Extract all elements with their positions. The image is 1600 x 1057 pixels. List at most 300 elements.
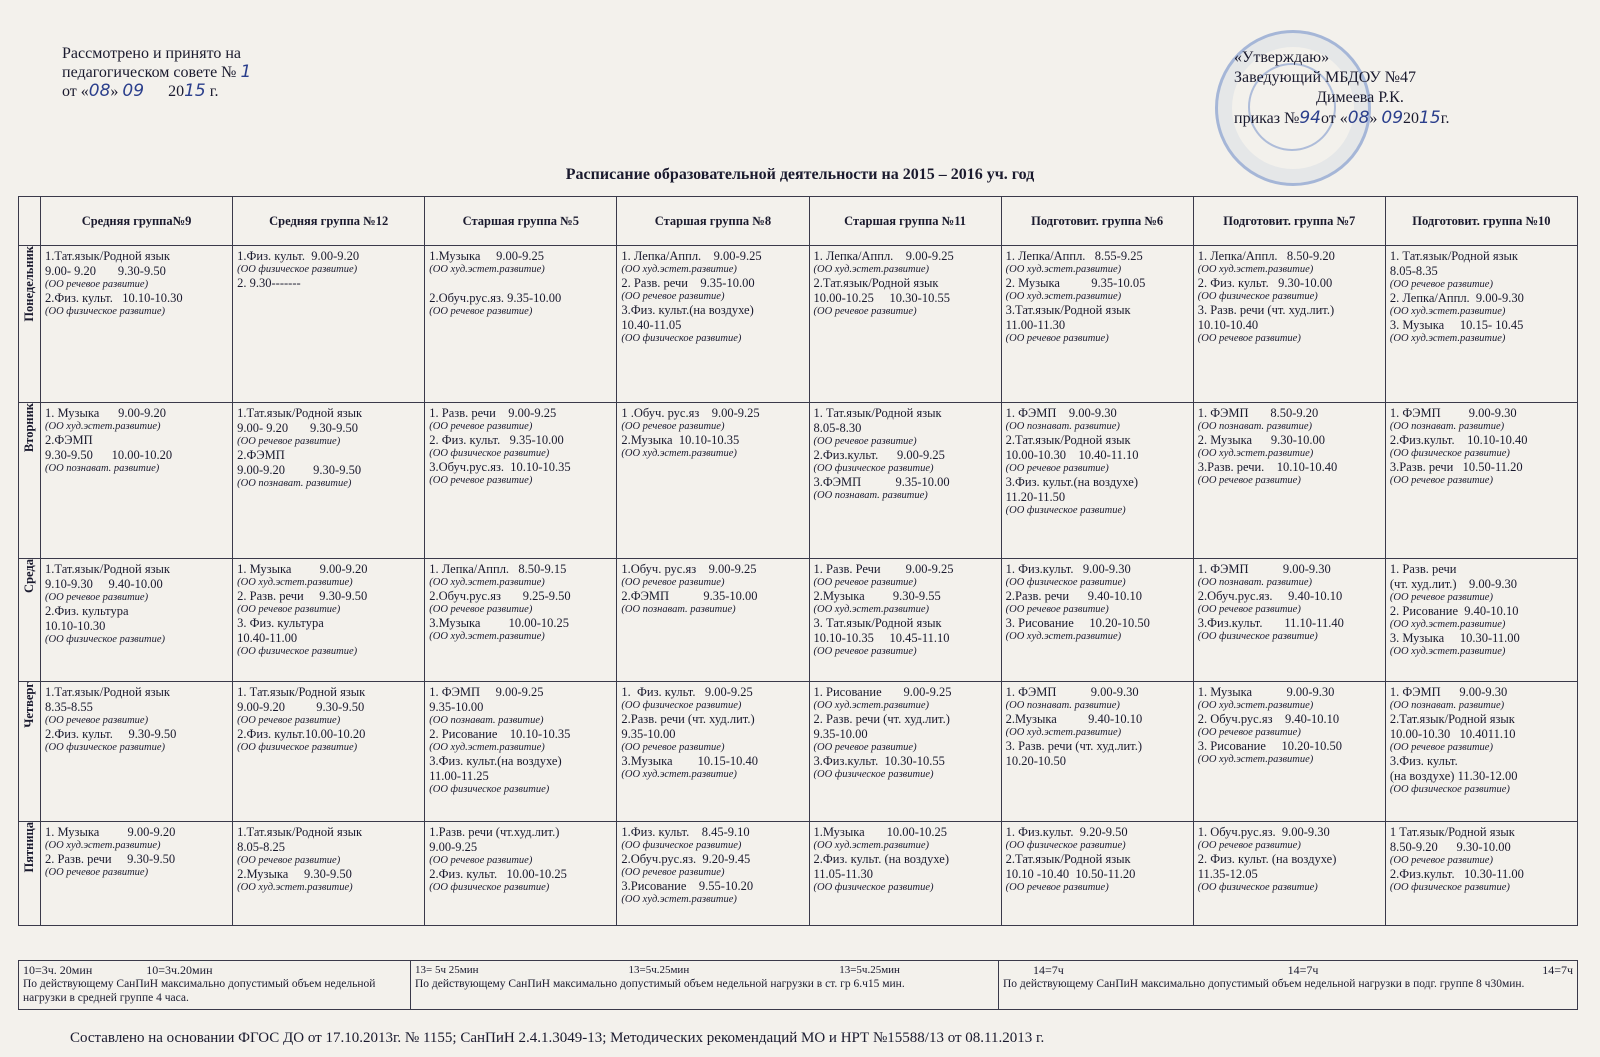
activity-line: 2.Физ. культ. 10.10-10.30 bbox=[45, 291, 183, 305]
activity-line: 1.Обуч. рус.яз 9.00-9.25 bbox=[621, 562, 757, 576]
activity-area: (ОО познават. развитие) bbox=[621, 604, 736, 615]
activity-area-line bbox=[1006, 631, 1189, 643]
activity-line: 1. Лепка/Аппл. 8.50-9.15 bbox=[429, 562, 567, 576]
activity-area: (ОО худ.эстет.развитие) bbox=[429, 631, 545, 642]
activity-line: 9.30-9.50 10.00-10.20 bbox=[45, 448, 173, 462]
activity-area-line bbox=[429, 715, 612, 727]
activity-area-line bbox=[1006, 333, 1189, 345]
activity-line: 2. Рисование 10.10-10.35 bbox=[429, 727, 571, 741]
activity-area-line bbox=[429, 264, 612, 276]
activity-area: (ОО познават. развитие) bbox=[45, 463, 160, 474]
activity-line: 1. Тат.язык/Родной язык bbox=[1389, 249, 1519, 263]
activity-area: (ОО физическое развитие) bbox=[1197, 882, 1318, 893]
schedule-cell bbox=[617, 559, 809, 682]
activity-area-line bbox=[237, 742, 420, 754]
activity-area-line bbox=[1006, 882, 1189, 894]
activity-line: 3. Рисование 10.20-10.50 bbox=[1005, 616, 1150, 630]
load-total: 14=7ч bbox=[1033, 963, 1064, 977]
activity-area: (ОО познават. развитие) bbox=[429, 715, 544, 726]
schedule-cell bbox=[617, 682, 809, 822]
activity-area: (ОО худ.эстет.развитие) bbox=[1005, 631, 1122, 642]
activity-line: 2.Тат.язык/Родной язык bbox=[1005, 433, 1131, 447]
activity-line: 10.10-10.40 bbox=[1197, 318, 1259, 332]
head-position: Заведующий МБДОУ №47 bbox=[1234, 69, 1416, 86]
activity-area-line bbox=[621, 769, 804, 781]
activity-area: (ОО речевое развитие) bbox=[429, 306, 533, 317]
senior-load-cell bbox=[411, 961, 999, 1010]
activity-line: 1. Лепка/Аппл. 8.50-9.20 bbox=[1197, 249, 1335, 263]
activity-line: 1.Тат.язык/Родной язык bbox=[237, 406, 363, 420]
activity-area-line bbox=[1006, 840, 1189, 852]
activity-line: 3. Физ. культура bbox=[237, 616, 324, 630]
activity-area: (ОО речевое развитие) bbox=[1197, 604, 1301, 615]
activity-line: 2.Разв. речи (чт. худ.лит.) bbox=[621, 712, 755, 726]
activity-line: 11.35-12.05 bbox=[1197, 867, 1258, 881]
activity-line: 9.00-9.20 9.30-9.50 bbox=[237, 463, 362, 477]
activity-area: (ОО худ.эстет.развитие) bbox=[429, 264, 545, 275]
activity-line: 3.Разв. речи 10.50-11.20 bbox=[1389, 460, 1523, 474]
schedule-cell bbox=[233, 682, 425, 822]
activity-area-line bbox=[1390, 855, 1573, 867]
activity-area-line bbox=[45, 840, 228, 852]
activity-area: (ОО физическое развитие) bbox=[1389, 882, 1510, 893]
activity-area: (ОО познават. развитие) bbox=[813, 490, 928, 501]
activity-line: 9.10-9.30 9.40-10.00 bbox=[45, 577, 163, 591]
activity-area-line bbox=[814, 577, 997, 589]
activity-line: 1.Тат.язык/Родной язык bbox=[237, 825, 363, 839]
activity-area-line bbox=[1006, 264, 1189, 276]
activity-area: (ОО физическое развитие) bbox=[621, 840, 742, 851]
activity-line: 3. Тат.язык/Родной язык bbox=[813, 616, 942, 630]
load-summary-table bbox=[18, 960, 1578, 1010]
activity-area: (ОО речевое развитие) bbox=[621, 421, 725, 432]
activity-area-line bbox=[814, 742, 997, 754]
activity-area-line bbox=[1198, 604, 1381, 616]
activity-line: 2.Музыка 9.30-9.55 bbox=[813, 589, 941, 603]
schedule-cell bbox=[809, 682, 1001, 822]
activity-area: (ОО физическое развитие) bbox=[429, 448, 550, 459]
activity-line: 1.Тат.язык/Родной язык bbox=[45, 562, 171, 576]
activity-area: (ОО физическое развитие) bbox=[813, 769, 934, 780]
schedule-cell bbox=[41, 403, 233, 559]
schedule-cell bbox=[1001, 246, 1193, 403]
day-name: Четверг bbox=[22, 682, 36, 728]
group-header: Средняя группа№9 bbox=[41, 197, 233, 246]
activity-area: (ОО речевое развитие) bbox=[1005, 333, 1109, 344]
activity-line: 3.Тат.язык/Родной язык bbox=[1005, 303, 1131, 317]
schedule-cell bbox=[41, 559, 233, 682]
activity-line: 8.05-8.25 bbox=[237, 840, 286, 854]
schedule-cell bbox=[1385, 246, 1577, 403]
activity-area: (ОО физическое развитие) bbox=[237, 264, 358, 275]
activity-line: 1. Лепка/Аппл. 9.00-9.25 bbox=[813, 249, 954, 263]
activity-area: (ОО худ.эстет.развитие) bbox=[1389, 333, 1506, 344]
activity-area: (ОО физическое развитие) bbox=[1197, 291, 1318, 302]
activity-area: (ОО речевое развитие) bbox=[1197, 475, 1301, 486]
activity-area-line bbox=[814, 490, 997, 502]
activity-area-line bbox=[237, 646, 420, 658]
activity-line: 2. Разв. речи 9.30-9.50 bbox=[237, 589, 368, 603]
activity-line: 2.Физ.культ. 10.30-11.00 bbox=[1389, 867, 1524, 881]
activity-area: (ОО физическое развитие) bbox=[1389, 448, 1510, 459]
schedule-cell bbox=[617, 403, 809, 559]
activity-area-line bbox=[237, 604, 420, 616]
activity-area-line bbox=[621, 894, 804, 906]
activity-area-line bbox=[45, 421, 228, 433]
activity-line bbox=[429, 276, 612, 291]
activity-line: 1. Музыка 9.00-9.20 bbox=[45, 825, 176, 839]
approval-line-1: Рассмотрено и принято на bbox=[62, 45, 242, 62]
activity-area: (ОО физическое развитие) bbox=[429, 882, 550, 893]
activity-area-line bbox=[814, 769, 997, 781]
activity-area-line bbox=[1198, 264, 1381, 276]
activity-area: (ОО речевое развитие) bbox=[1197, 333, 1301, 344]
activity-area-line bbox=[1006, 421, 1189, 433]
activity-area: (ОО речевое развитие) bbox=[429, 604, 533, 615]
day-label-cell bbox=[19, 822, 41, 926]
activity-area: (ОО познават. развитие) bbox=[1005, 421, 1120, 432]
group-header: Средняя группа №12 bbox=[233, 197, 425, 246]
schedule-cell bbox=[1193, 246, 1385, 403]
day-row bbox=[19, 559, 1578, 682]
activity-area: (ОО худ.эстет.развитие) bbox=[429, 742, 545, 753]
activity-area: (ОО худ.эстет.развитие) bbox=[45, 421, 161, 432]
activity-area-line bbox=[1390, 333, 1573, 345]
activity-area: (ОО физическое развитие) bbox=[621, 700, 742, 711]
activity-line: 2.Тат.язык/Родной язык bbox=[1389, 712, 1515, 726]
activity-line: 2. Разв. речи 9.30-9.50 bbox=[45, 852, 176, 866]
activity-line: 1.Разв. речи (чт.худ.лит.) bbox=[429, 825, 560, 839]
activity-line: 2. Физ. культ. 9.30-10.00 bbox=[1197, 276, 1333, 290]
load-note: По действующему СанПиН максимально допустимый объем недельной нагрузки в ст. гр 6.ч15 мин. bbox=[415, 978, 905, 990]
activity-line: 3.Физ. культ.(на воздухе) bbox=[1005, 475, 1139, 489]
activity-area-line bbox=[1198, 631, 1381, 643]
schedule-title: Расписание образовательной деятельности на 2015 – 2016 уч. год bbox=[565, 166, 1035, 183]
activity-line: 1. Музыка 9.00-9.30 bbox=[1197, 685, 1335, 699]
activity-area-line bbox=[429, 855, 612, 867]
group-header: Подготовит. группа №7 bbox=[1193, 197, 1385, 246]
schedule-cell bbox=[233, 246, 425, 403]
activity-area: (ОО речевое развитие) bbox=[237, 715, 341, 726]
activity-line: 3.Музыка 10.15-10.40 bbox=[621, 754, 758, 768]
activity-area-line bbox=[814, 463, 997, 475]
activity-line: 1. ФЭМП 9.00-9.30 bbox=[1389, 406, 1517, 420]
activity-area: (ОО худ.эстет.развитие) bbox=[45, 840, 161, 851]
activity-line: 1. Тат.язык/Родной язык bbox=[813, 406, 942, 420]
activity-area: (ОО речевое развитие) bbox=[813, 577, 917, 588]
activity-line: 3. Разв. речи (чт. худ.лит.) bbox=[1005, 739, 1142, 753]
activity-area: (ОО речевое развитие) bbox=[45, 279, 149, 290]
activity-area-line bbox=[237, 264, 420, 276]
activity-area-line bbox=[45, 742, 228, 754]
activity-area: (ОО физическое развитие) bbox=[1005, 840, 1126, 851]
activity-area-line bbox=[1390, 279, 1573, 291]
activity-area: (ОО речевое развитие) bbox=[45, 867, 149, 878]
activity-area-line bbox=[621, 264, 804, 276]
activity-area-line bbox=[45, 867, 228, 879]
activity-area: (ОО худ.эстет.развитие) bbox=[1005, 291, 1122, 302]
activity-area-line bbox=[1198, 448, 1381, 460]
group-header: Подготовит. группа №10 bbox=[1385, 197, 1577, 246]
activity-line: 2. 9.30------- bbox=[237, 276, 301, 290]
activity-line: 3.Физ. культ.(на воздухе) bbox=[429, 754, 562, 768]
activity-line: 9.00-9.20 9.30-9.50 bbox=[237, 700, 365, 714]
activity-area: (ОО речевое развитие) bbox=[429, 421, 533, 432]
activity-area-line bbox=[1390, 306, 1573, 318]
activity-area: (ОО физическое развитие) bbox=[1005, 577, 1126, 588]
approve-heading: «Утверждаю» bbox=[1234, 49, 1330, 66]
activity-area: (ОО физическое развитие) bbox=[813, 882, 934, 893]
activity-area: (ОО физическое развитие) bbox=[45, 634, 165, 645]
activity-area-line bbox=[237, 715, 420, 727]
schedule-table bbox=[18, 196, 1578, 926]
activity-line: 10.40-11.00 bbox=[237, 631, 298, 645]
activity-area: (ОО познават. развитие) bbox=[237, 478, 352, 489]
activity-area-line bbox=[1198, 577, 1381, 589]
activity-area: (ОО физическое развитие) bbox=[429, 784, 550, 795]
activity-area: (ОО речевое развитие) bbox=[1389, 279, 1493, 290]
activity-line: 3.Обуч.рус.яз. 10.10-10.35 bbox=[429, 460, 571, 474]
activity-line: 1.Физ. культ. 9.00-9.20 bbox=[237, 249, 360, 263]
activity-line: 10.00-10.30 10.40-11.10 bbox=[1005, 448, 1139, 462]
activity-area-line bbox=[1390, 421, 1573, 433]
activity-area-line bbox=[45, 634, 228, 646]
group-header-row bbox=[19, 197, 1578, 246]
activity-line: 2.Обуч.рус.яз. 9.40-10.10 bbox=[1197, 589, 1343, 603]
schedule-cell bbox=[809, 559, 1001, 682]
activity-area-line bbox=[1198, 882, 1381, 894]
activity-area-line bbox=[1006, 291, 1189, 303]
activity-area: (ОО речевое развитие) bbox=[621, 291, 725, 302]
activity-line: 1. Физ. культ. 9.00-9.25 bbox=[621, 685, 753, 699]
activity-area-line bbox=[1390, 882, 1573, 894]
schedule-cell bbox=[617, 246, 809, 403]
head-approval-block bbox=[1234, 48, 1449, 129]
activity-area: (ОО худ.эстет.развитие) bbox=[1197, 264, 1314, 275]
activity-area: (ОО худ.эстет.развитие) bbox=[1005, 727, 1122, 738]
approval-date: от «08» 09 2015 г. bbox=[62, 81, 219, 101]
activity-area: (ОО худ.эстет.развитие) bbox=[237, 882, 353, 893]
schedule-cell bbox=[41, 246, 233, 403]
schedule-cell bbox=[1385, 403, 1577, 559]
activity-line: 10.10-10.35 10.45-11.10 bbox=[813, 631, 950, 645]
activity-area-line bbox=[1006, 577, 1189, 589]
activity-line: 8.50-9.20 9.30-10.00 bbox=[1389, 840, 1511, 854]
activity-line: 9.00- 9.20 9.30-9.50 bbox=[45, 264, 166, 278]
activity-area-line bbox=[1198, 727, 1381, 739]
activity-area: (ОО худ.эстет.развитие) bbox=[813, 264, 929, 275]
activity-line: 2.ФЭМП bbox=[45, 433, 93, 447]
activity-area-line bbox=[1006, 505, 1189, 517]
activity-area: (ОО речевое развитие) bbox=[621, 867, 725, 878]
activity-area-line bbox=[1198, 840, 1381, 852]
activity-line: 2.ФЭМП 9.35-10.00 bbox=[621, 589, 758, 603]
activity-line: 2. Физ. культ. 9.35-10.00 bbox=[429, 433, 564, 447]
activity-line: 2.Физ.культ. 9.00-9.25 bbox=[813, 448, 945, 462]
activity-line: 2.Физ.культ. 10.10-10.40 bbox=[1389, 433, 1528, 447]
activity-area-line bbox=[621, 867, 804, 879]
activity-line: 2.Обуч.рус.яз 9.25-9.50 bbox=[429, 589, 571, 603]
activity-area: (ОО речевое развитие) bbox=[813, 306, 917, 317]
activity-area: (ОО речевое развитие) bbox=[1389, 475, 1493, 486]
activity-line: 9.35-10.00 bbox=[429, 700, 484, 714]
approval-month: 09 bbox=[122, 81, 145, 101]
activity-line: 2. Рисование 9.40-10.10 bbox=[1389, 604, 1519, 618]
activity-area-line bbox=[621, 448, 804, 460]
load-total: 14=7ч bbox=[1542, 963, 1573, 977]
schedule-cell bbox=[425, 559, 617, 682]
activity-line: 3.Музыка 10.00-10.25 bbox=[429, 616, 569, 630]
activity-area-line bbox=[429, 882, 612, 894]
activity-area-line bbox=[1198, 754, 1381, 766]
activity-area: (ОО речевое развитие) bbox=[1005, 463, 1109, 474]
activity-area-line bbox=[1198, 475, 1381, 487]
schedule-cell bbox=[809, 822, 1001, 926]
day-name: Вторник bbox=[22, 403, 36, 453]
activity-area: (ОО речевое развитие) bbox=[1389, 592, 1493, 603]
activity-line: 9.00- 9.20 9.30-9.50 bbox=[237, 421, 358, 435]
activity-area: (ОО познават. развитие) bbox=[1197, 577, 1313, 588]
activity-line: 11.00-11.25 bbox=[429, 769, 489, 783]
activity-area-line bbox=[621, 577, 804, 589]
activity-line: 1. Разв. Речи 9.00-9.25 bbox=[813, 562, 954, 576]
activity-area: (ОО худ.эстет.развитие) bbox=[1005, 264, 1122, 275]
activity-area: (ОО физическое развитие) bbox=[237, 742, 358, 753]
schedule-cell bbox=[809, 246, 1001, 403]
activity-area-line bbox=[45, 306, 228, 318]
schedule-cell bbox=[1001, 559, 1193, 682]
schedule-cell bbox=[41, 682, 233, 822]
activity-line: 2.Музыка 10.10-10.35 bbox=[621, 433, 740, 447]
activity-area-line bbox=[621, 742, 804, 754]
activity-area: (ОО физическое развитие) bbox=[1197, 631, 1318, 642]
load-total: 13=5ч.25мин bbox=[839, 964, 900, 976]
schedule-cell bbox=[425, 403, 617, 559]
activity-line: 1. ФЭМП 9.00-9.30 bbox=[1197, 562, 1331, 576]
activity-line: 1 .Обуч. рус.яз 9.00-9.25 bbox=[621, 406, 760, 420]
activity-line: 2. Разв. речи 9.35-10.00 bbox=[621, 276, 755, 290]
council-approval-block bbox=[62, 44, 251, 101]
day-label-cell bbox=[19, 682, 41, 822]
activity-area-line bbox=[1390, 646, 1573, 658]
activity-area-line bbox=[1006, 727, 1189, 739]
activity-line: 9.00-9.25 bbox=[429, 840, 478, 854]
activity-line: 3. Музыка 10.15- 10.45 bbox=[1389, 318, 1524, 332]
activity-line: 3.Разв. речи. 10.10-10.40 bbox=[1197, 460, 1338, 474]
activity-area: (ОО худ.эстет.развитие) bbox=[1389, 306, 1506, 317]
activity-line: 3. Музыка 10.30-11.00 bbox=[1389, 631, 1520, 645]
council-number: 1 bbox=[240, 62, 252, 82]
activity-line: 9.35-10.00 bbox=[813, 727, 868, 741]
activity-area: (ОО речевое развитие) bbox=[1389, 742, 1493, 753]
activity-line: 1. ФЭМП 9.00-9.30 bbox=[1005, 685, 1139, 699]
activity-area: (ОО физическое развитие) bbox=[45, 742, 165, 753]
activity-area-line bbox=[1006, 604, 1189, 616]
activity-area: (ОО речевое развитие) bbox=[1389, 855, 1493, 866]
activity-line: 2.Обуч.рус.яз. 9.20-9.45 bbox=[621, 852, 751, 866]
activity-line: 1. Физ.культ. 9.00-9.30 bbox=[1005, 562, 1131, 576]
activity-line: 1. Лепка/Аппл. 9.00-9.25 bbox=[621, 249, 762, 263]
activity-area: (ОО физическое развитие) bbox=[45, 306, 165, 317]
activity-area: (ОО худ.эстет.развитие) bbox=[1389, 619, 1506, 630]
activity-line: 3. Разв. речи (чт. худ.лит.) bbox=[1197, 303, 1335, 317]
activity-line: 1. Музыка 9.00-9.20 bbox=[45, 406, 166, 420]
schedule-cell bbox=[1385, 822, 1577, 926]
activity-area: (ОО речевое развитие) bbox=[813, 646, 917, 657]
activity-area-line bbox=[621, 291, 804, 303]
activity-area-line bbox=[814, 306, 997, 318]
order-month: 09 bbox=[1381, 108, 1404, 128]
activity-area-line bbox=[237, 436, 420, 448]
activity-area-line bbox=[814, 646, 997, 658]
activity-line: (на воздухе) 11.30-12.00 bbox=[1389, 769, 1518, 783]
schedule-cell bbox=[233, 822, 425, 926]
activity-line: 2.Тат.язык/Родной язык bbox=[1005, 852, 1131, 866]
activity-line: 1. Лепка/Аппл. 8.55-9.25 bbox=[1005, 249, 1143, 263]
schedule-cell bbox=[1193, 559, 1385, 682]
activity-area-line bbox=[1390, 742, 1573, 754]
schedule-cell bbox=[233, 559, 425, 682]
activity-line: 9.35-10.00 bbox=[621, 727, 676, 741]
activity-area-line bbox=[814, 436, 997, 448]
activity-area: (ОО речевое развитие) bbox=[1197, 840, 1301, 851]
activity-area-line bbox=[814, 700, 997, 712]
activity-area-line bbox=[429, 631, 612, 643]
activity-area: (ОО речевое развитие) bbox=[429, 855, 533, 866]
load-total: 10=3ч. 20мин bbox=[23, 963, 93, 977]
activity-area-line bbox=[1198, 700, 1381, 712]
activity-line: 1. ФЭМП 9.00-9.25 bbox=[429, 685, 544, 699]
activity-area: (ОО речевое развитие) bbox=[237, 436, 341, 447]
activity-area-line bbox=[1390, 592, 1573, 604]
activity-area-line bbox=[1006, 463, 1189, 475]
day-label-cell bbox=[19, 246, 41, 403]
activity-line: 2.Музыка 9.40-10.10 bbox=[1005, 712, 1143, 726]
activity-line: 1. Обуч.рус.яз. 9.00-9.30 bbox=[1197, 825, 1330, 839]
activity-line: 11.05-11.30 bbox=[813, 867, 873, 881]
activity-line: 8.05-8.35 bbox=[1389, 264, 1438, 278]
activity-line: 1. Физ.культ. 9.20-9.50 bbox=[1005, 825, 1128, 839]
schedule-cell bbox=[809, 403, 1001, 559]
activity-line: 1. ФЭМП 9.00-9.30 bbox=[1389, 685, 1508, 699]
day-name: Среда bbox=[22, 559, 36, 593]
activity-area: (ОО худ.эстет.развитие) bbox=[1197, 700, 1314, 711]
load-note: По действующему СанПиН максимально допустимый объем недельной нагрузки в подг. группе 8 ч30мин. bbox=[1003, 978, 1525, 990]
activity-area: (ОО худ.эстет.развитие) bbox=[621, 264, 737, 275]
day-row bbox=[19, 822, 1578, 926]
activity-line: 2. Лепка/Аппл. 9.00-9.30 bbox=[1389, 291, 1524, 305]
load-total: 14=7ч bbox=[1287, 963, 1319, 977]
activity-line: 2.Разв. речи 9.40-10.10 bbox=[1005, 589, 1142, 603]
activity-area-line bbox=[814, 840, 997, 852]
activity-line: 1.Музыка 10.00-10.25 bbox=[813, 825, 947, 839]
activity-area-line bbox=[1390, 784, 1573, 796]
activity-line: 2.Музыка 9.30-9.50 bbox=[237, 867, 352, 881]
activity-area: (ОО речевое развитие) bbox=[813, 436, 917, 447]
activity-line: 3.Физ.культ. 10.30-10.55 bbox=[813, 754, 945, 768]
schedule-cell bbox=[1193, 403, 1385, 559]
activity-line: 3.ФЭМП 9.35-10.00 bbox=[813, 475, 950, 489]
activity-area-line bbox=[1390, 475, 1573, 487]
group-header: Подготовит. группа №6 bbox=[1001, 197, 1193, 246]
activity-area-line bbox=[621, 840, 804, 852]
activity-line: 2.Физ. культ. 9.30-9.50 bbox=[45, 727, 177, 741]
activity-line: 1. Тат.язык/Родной язык bbox=[237, 685, 366, 699]
schedule-cell bbox=[233, 403, 425, 559]
order-year: 15 bbox=[1419, 108, 1441, 128]
schedule-cell bbox=[617, 822, 809, 926]
activity-area-line bbox=[814, 264, 997, 276]
